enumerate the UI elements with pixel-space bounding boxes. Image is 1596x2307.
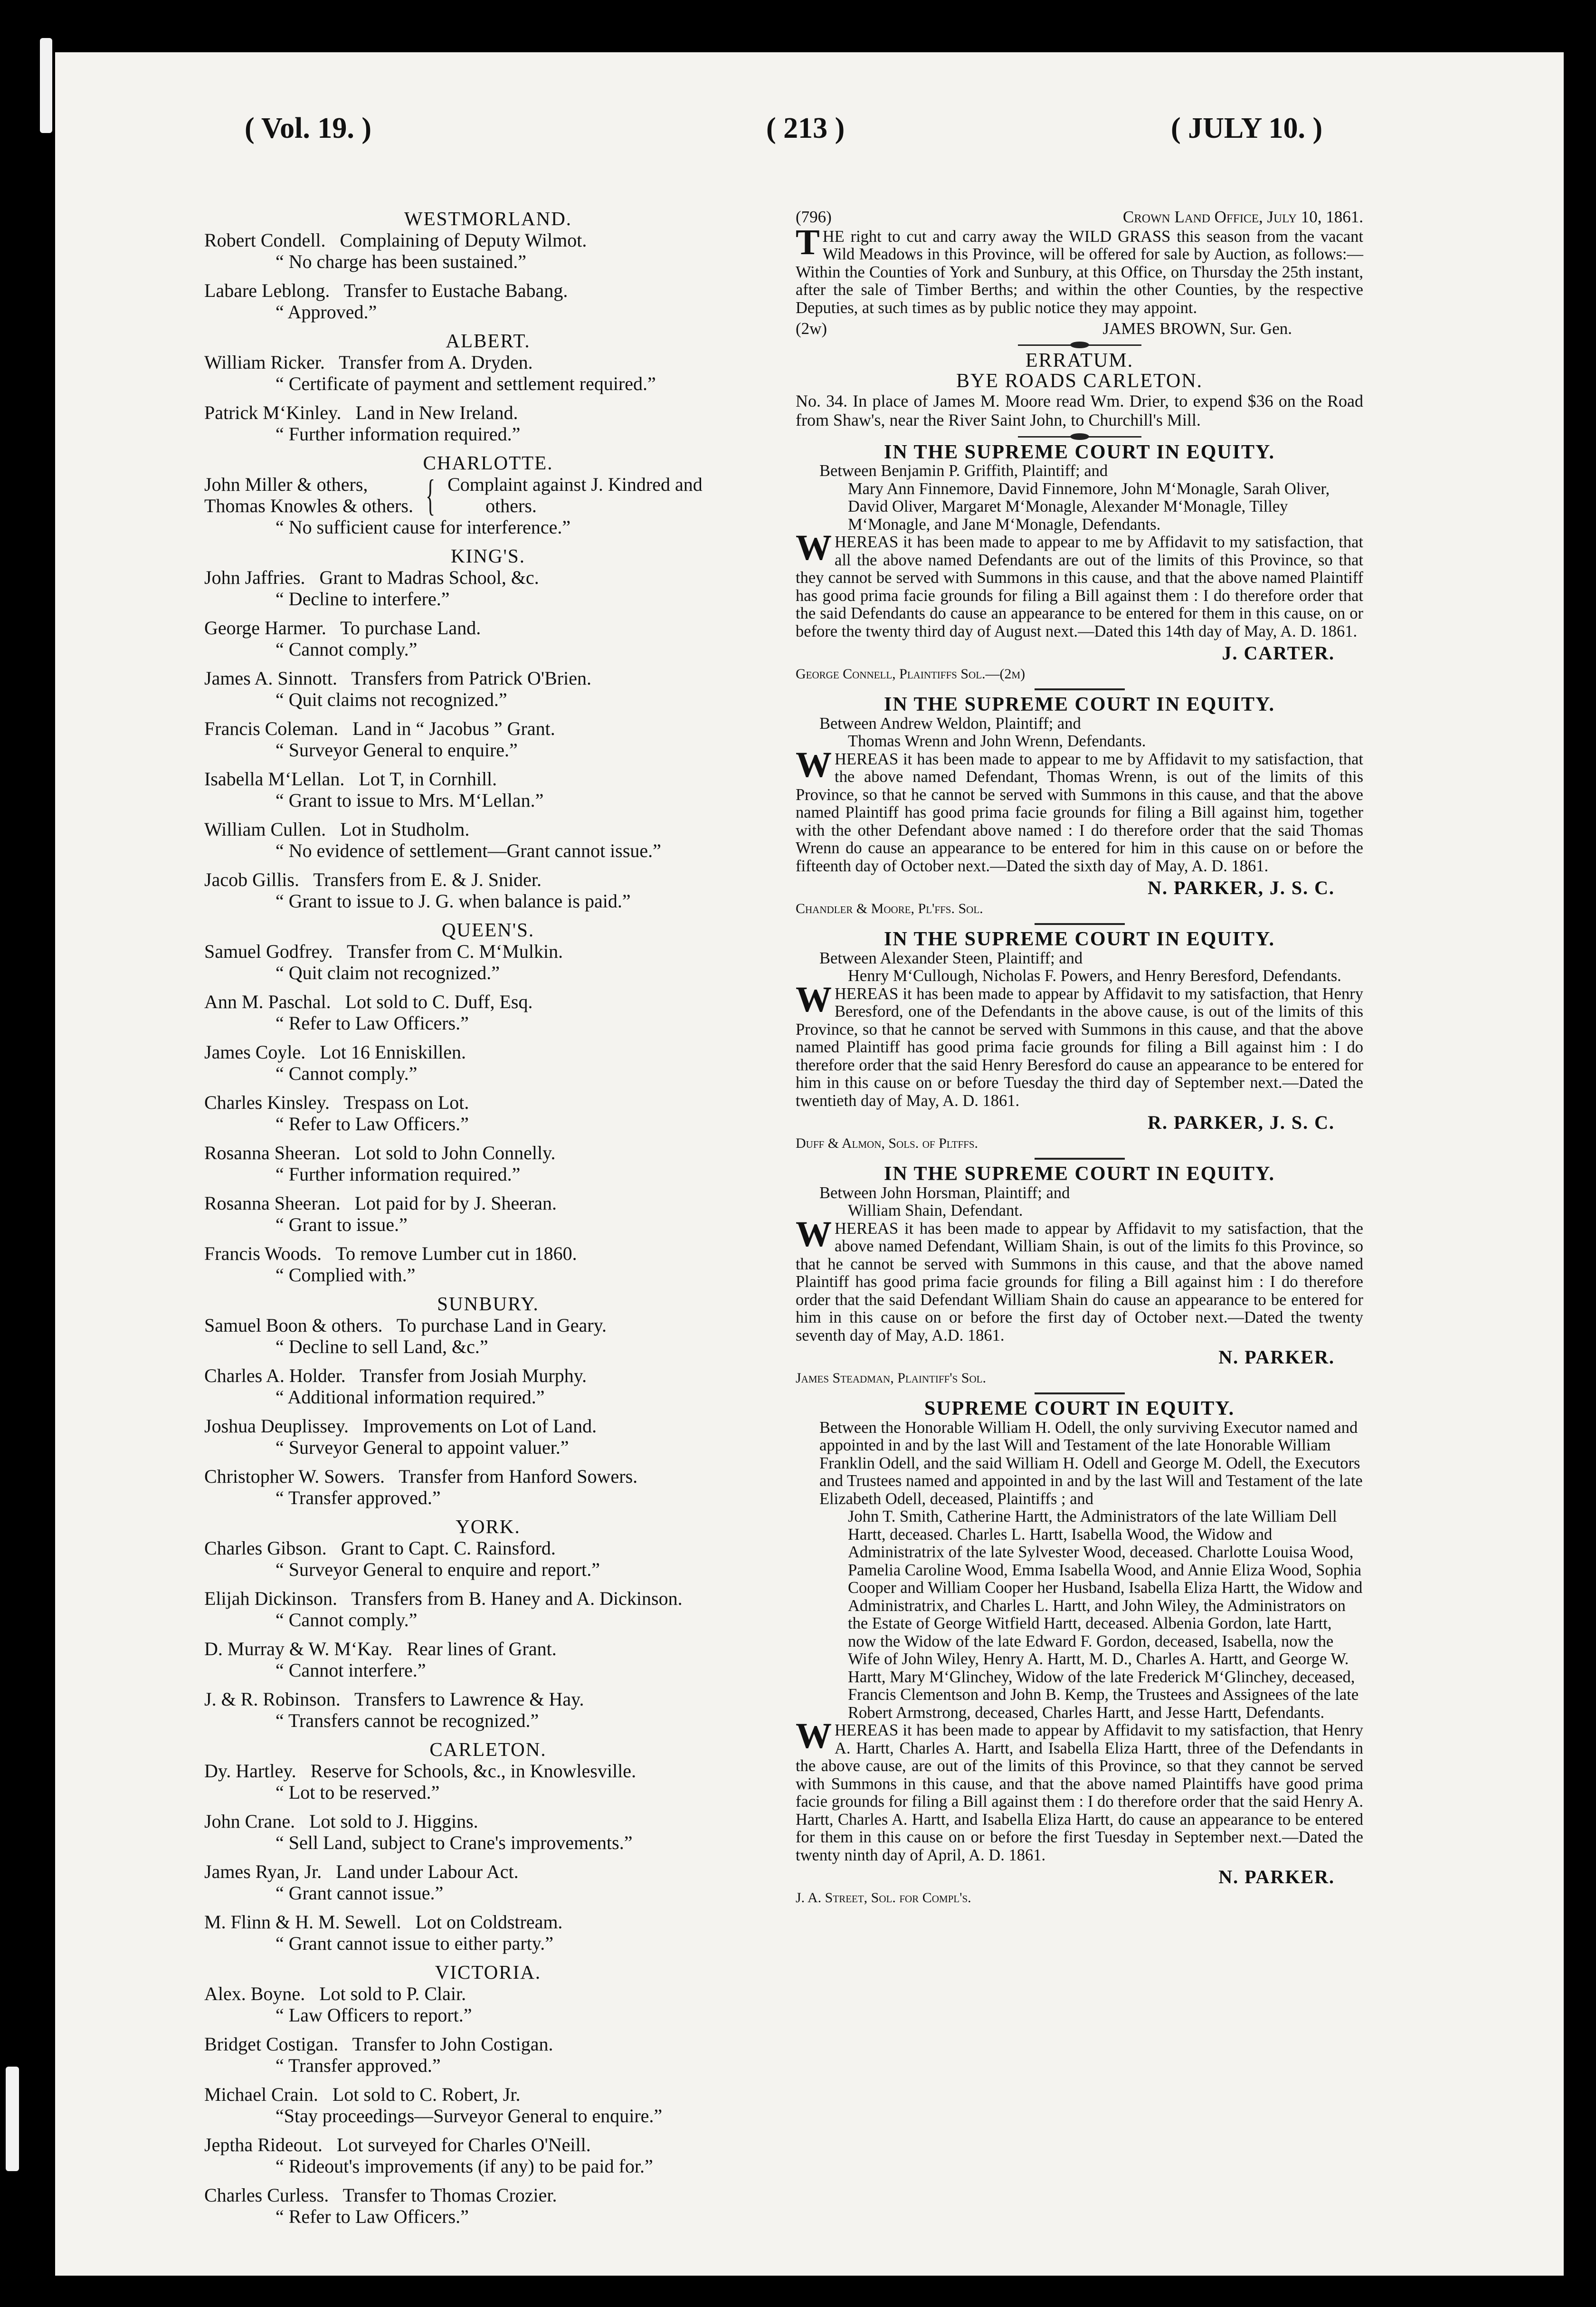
notice-parties — [819, 1419, 1363, 1722]
applicant-and-subject: William Cullen. Lot in Studholm. — [204, 819, 470, 840]
applicant-and-subject: Isabella M‘Lellan. Lot T, in Cornhill. — [204, 768, 497, 790]
solicitor-line: James Steadman, Plaintiff's Sol. — [796, 1370, 986, 1386]
decision-text: “ Surveyor General to appoint valuer.” — [276, 1437, 569, 1458]
notice-body: HEREAS it has been made to appear by Affidavit to my satisfaction, that Henry Beresford, one of the Defendants in the above cause, is out of the limits of this Province, so that he cannot be served with Summons in this cause, and that the above named Plaintiff has good prima facie grounds for filing a Bill against him : I do therefore order that the said Henry Beresford do cause an appearance to be entered for him in this cause on or before Tuesday the third day of September next.—Dated the twentieth day of May, A. D. 1861. — [796, 984, 1363, 1110]
applicant-and-subject: Dy. Hartley. Reserve for Schools, &c., in Knowlesville. — [204, 1760, 636, 1782]
brace-glyph: { — [426, 471, 435, 519]
notice-body-wrap — [796, 1716, 1363, 1864]
decision-entry — [204, 567, 772, 610]
decision-text: “ Surveyor General to enquire.” — [276, 739, 518, 761]
notice-number: (796) — [796, 208, 832, 226]
decision-text: “ Quit claims not recognized.” — [276, 689, 507, 710]
defendants-line: William Shain, Defendant. — [848, 1201, 1023, 1220]
plaintiff-line: Between Alexander Steen, Plaintiff; and — [819, 949, 1083, 967]
applicant-and-subject: Robert Condell. Complaining of Deputy Wilmot. — [204, 229, 587, 251]
decision-entry — [204, 1142, 772, 1185]
application-subject: Complaint against J. Kindred and — [447, 474, 703, 495]
decision-entry — [204, 1760, 772, 1803]
applicant-and-subject: Alex. Boyne. Lot sold to P. Clair. — [204, 1983, 466, 2004]
crown-land-notice — [796, 208, 1363, 338]
county-heading: SUNBURY. — [437, 1293, 539, 1315]
decision-entry — [204, 229, 772, 272]
notice-divider — [1035, 688, 1125, 690]
decision-text: “ Further information required.” — [276, 423, 521, 445]
defendants-line: Thomas Wrenn and John Wrenn, Defendants. — [848, 732, 1146, 750]
decision-entry — [204, 819, 772, 861]
notice-title: SUPREME COURT IN EQUITY. — [924, 1398, 1235, 1420]
separator-ornament — [1018, 342, 1141, 348]
decision-entry — [204, 1315, 772, 1357]
drop-cap: W — [796, 528, 832, 568]
page-number: ( 213 ) — [766, 112, 845, 144]
decision-text: “ Further information required.” — [276, 1163, 521, 1185]
applicant-and-subject: Michael Crain. Lot sold to C. Robert, Jr. — [204, 2084, 521, 2105]
notice-signature: N. PARKER. — [1218, 1346, 1335, 1368]
applicant-and-subject: J. & R. Robinson. Transfers to Lawrence & Hay. — [204, 1688, 584, 1710]
applicant-and-subject: Christopher W. Sowers. Transfer from Hanford Sowers. — [204, 1466, 638, 1487]
notice-parties — [819, 950, 1363, 985]
applicant-and-subject: James Ryan, Jr. Land under Labour Act. — [204, 1861, 519, 1882]
decision-entry — [204, 2184, 772, 2227]
notice-term: (2w) — [796, 319, 827, 338]
applicant-and-subject: Charles Kinsley. Trespass on Lot. — [204, 1092, 469, 1113]
equity-notice — [796, 441, 1363, 683]
solicitor-line: Chandler & Moore, Pl'ffs. Sol. — [796, 900, 983, 916]
applicant-and-subject: John Jaffries. Grant to Madras School, &c. — [204, 567, 539, 588]
defendants-line: John T. Smith, Catherine Hartt, the Administrators of the late William Dell Hartt, deceased. Charles L. Hartt, Isabella Wood, the Widow and Administratrix of the late Sylvester Wood, deceased. Charlotte Louisa Wood, Pamelia Caroline Wood, Emma Isabella Wood, and Annie Eliza Wood, Sophia Cooper and William Cooper her Husband, Isabella Eliza Hartt, the Widow and Administratrix, and Charles L. Hartt, and John Wiley, the Administrators on the Estate of George Witfield Hartt, deceased. Albenia Gordon, late Hartt, now the Widow of the late Edward F. Gordon, deceased, Isabella, now the Wife of John Wiley, Henry A. Hartt, M. D., Charles A. Hartt, and George W. Hartt, Mary M‘Glinchey, Widow of the late Frederick M‘Glinchey, deceased, Francis Clementson and John B. Kemp, the Trustees and Assignees of the late Robert Armstrong, deceased, Charles Hartt, and Jesse Hartt, Defendants. — [848, 1507, 1363, 1722]
decision-entry — [204, 1537, 772, 1580]
decision-text: “ Transfer approved.” — [276, 2055, 441, 2076]
decision-text: “ Surveyor General to enquire and report.” — [276, 1559, 600, 1580]
notice-signature: R. PARKER, J. S. C. — [1148, 1112, 1335, 1133]
defendants-line: Henry M‘Cullough, Nicholas F. Powers, and Henry Beresford, Defendants. — [848, 967, 1341, 985]
applicant-and-subject: Samuel Boon & others. To purchase Land in Geary. — [204, 1315, 607, 1336]
applicant-and-subject: James A. Sinnott. Transfers from Patrick O'Brien. — [204, 667, 591, 689]
decision-text: “ Cannot comply.” — [276, 1063, 418, 1084]
drop-cap: W — [796, 1716, 832, 1756]
plaintiff-line: Between John Horsman, Plaintiff; and — [819, 1183, 1070, 1202]
applicant-and-subject: Samuel Godfrey. Transfer from C. M‘Mulkin. — [204, 941, 563, 962]
applicant-name: John Miller & others, — [204, 474, 368, 495]
equity-notice — [796, 928, 1363, 1152]
separator-ornament — [1018, 433, 1141, 440]
decision-text: “ Cannot interfere.” — [276, 1659, 426, 1681]
decision-text: “ Lot to be reserved.” — [276, 1782, 440, 1803]
decision-entry — [204, 352, 772, 394]
drop-cap: T — [796, 222, 820, 262]
decision-entry — [204, 1811, 772, 1853]
applicant-and-subject: Francis Woods. To remove Lumber cut in 1860. — [204, 1243, 577, 1264]
county-heading: CARLETON. — [429, 1738, 547, 1760]
decision-entry — [204, 471, 772, 538]
decision-entry — [204, 1092, 772, 1134]
decision-entry — [204, 1688, 772, 1731]
scan-edge-mark-top — [40, 38, 52, 133]
decision-text: “ Refer to Law Officers.” — [276, 1113, 469, 1134]
notice-body-wrap — [796, 744, 1363, 876]
applicant-and-subject: William Ricker. Transfer from A. Dryden. — [204, 352, 533, 373]
decision-text: “ Decline to interfere.” — [276, 588, 450, 610]
notice-divider — [1035, 923, 1125, 925]
notice-signature: N. PARKER, J. S. C. — [1148, 877, 1335, 898]
applicant-and-subject: Charles Curless. Transfer to Thomas Crozier. — [204, 2184, 557, 2206]
drop-cap: W — [796, 1214, 832, 1254]
decision-entry — [204, 280, 772, 323]
decision-entry — [204, 1192, 772, 1235]
notice-body: HEREAS it has been made to appear by Affidavit to my satisfaction, that Henry A. Hartt, Charles A. Hartt, and Isabella Eliza Hartt, three of the Defendants in the above cause, are out of the limits of this Province, so that they cannot be served with Summons in this cause, and that the above named Plaintiffs have good prima facie grounds for filing a Bill against them : I do therefore order that the said Henry A. Hartt, Charles A. Hartt, and Isabella Eliza Hartt, do cause an appearance to be entered for them in this cause on or before the first Tuesday in September next.—Dated the twenty ninth day of April, A. D. 1861. — [796, 1721, 1363, 1864]
decision-text: “Stay proceedings—Surveyor General to enquire.” — [276, 2105, 663, 2126]
county-heading: VICTORIA. — [435, 1961, 542, 1983]
decision-text: “ Cannot comply.” — [276, 1609, 418, 1630]
decision-entry — [204, 1243, 772, 1286]
decision-text: “ Law Officers to report.” — [276, 2004, 472, 2026]
county-heading: QUEEN'S. — [441, 919, 535, 941]
decision-text: “ Additional information required.” — [276, 1386, 545, 1408]
decision-entry — [204, 1861, 772, 1904]
notice-text: HE right to cut and carry away the WILD GRASS this season from the vacant Wild Meadows in this Province, will be offered for sale by Auction, as follows:— Within the Counties of York and Sunbury, at this Office, on Thursday the 25th instant, after the sale of Timber Berths; and within the other Counties, by the respective Deputies, at such times as by public notice they may appoint. — [796, 227, 1363, 317]
notice-signature: JAMES BROWN, Sur. Gen. — [1102, 319, 1292, 338]
equity-notice — [796, 1165, 1363, 1387]
applicant-and-subject: Joshua Deuplissey. Improvements on Lot of Land. — [204, 1415, 597, 1437]
decision-entry — [204, 1365, 772, 1408]
decision-text: “ Quit claim not recognized.” — [276, 962, 500, 983]
notice-title: IN THE SUPREME COURT IN EQUITY. — [884, 1163, 1275, 1185]
applicant-and-subject: George Harmer. To purchase Land. — [204, 617, 481, 639]
decision-entry — [204, 1466, 772, 1508]
erratum-title: ERRATUM. — [1025, 349, 1134, 372]
decision-text: “ Cannot comply.” — [276, 639, 418, 660]
decision-entry — [204, 941, 772, 983]
decision-entry — [204, 1415, 772, 1458]
decision-text: “ Rideout's improvements (if any) to be paid for.” — [276, 2155, 653, 2177]
notice-parties — [819, 1184, 1363, 1220]
decision-text: “ Transfer approved.” — [276, 1487, 441, 1508]
decision-text: “ No charge has been sustained.” — [276, 251, 526, 272]
applicant-and-subject: Labare Leblong. Transfer to Eustache Babang. — [204, 280, 568, 301]
decision-text: “ No sufficient cause for interference.” — [276, 516, 571, 538]
county-heading: YORK. — [456, 1516, 521, 1537]
decision-text: “ Grant cannot issue.” — [276, 1882, 444, 1904]
decision-entry — [204, 617, 772, 660]
decision-entry — [204, 1983, 772, 2026]
applicant-and-subject: Rosanna Sheeran. Lot paid for by J. Sheeran. — [204, 1192, 557, 1214]
page-header — [188, 112, 1337, 150]
applicant-and-subject: Charles A. Holder. Transfer from Josiah Murphy. — [204, 1365, 587, 1386]
decision-entry — [204, 402, 772, 445]
decision-text: “ Grant to issue.” — [276, 1214, 408, 1235]
solicitor-line: Duff & Almon, Sols. of Pltffs. — [796, 1135, 978, 1151]
decision-entry — [204, 869, 772, 912]
applicant-and-subject: Jacob Gillis. Transfers from E. & J. Snider. — [204, 869, 542, 890]
decision-entry — [204, 991, 772, 1034]
applicant-and-subject: John Crane. Lot sold to J. Higgins. — [204, 1811, 478, 1832]
applicant-and-subject: Charles Gibson. Grant to Capt. C. Rainsford. — [204, 1537, 556, 1559]
decision-text: “ Grant to issue to J. G. when balance is paid.” — [276, 890, 631, 912]
notice-divider — [1035, 1392, 1125, 1394]
decision-text: “ Transfers cannot be recognized.” — [276, 1710, 539, 1731]
decision-text: “ Refer to Law Officers.” — [276, 2206, 469, 2227]
notice-body: HEREAS it has been made to appear to me by Affidavit to my satisfaction, that the above named Defendant, Thomas Wrenn, is out of the limits of this Province, so that he cannot be served with Summons in this cause, and that the above named Plaintiff has good prima facie grounds for filing a Bill against him, together with the other Defendant above named : I do therefore order that the said Thomas Wrenn do cause an appearance to be entered for him in this cause on or before the fifteenth day of October next.—Dated the sixth day of May, A. D. 1861. — [796, 750, 1363, 875]
volume-label: ( Vol. 19. ) — [245, 112, 371, 144]
notice-office: Crown Land Office, July 10, 1861. — [1122, 208, 1363, 226]
decision-text: “ Complied with.” — [276, 1264, 416, 1286]
applicant-and-subject: Ann M. Paschal. Lot sold to C. Duff, Esq. — [204, 991, 533, 1012]
plaintiff-line: Between Andrew Weldon, Plaintiff; and — [819, 714, 1081, 733]
notice-title: IN THE SUPREME COURT IN EQUITY. — [884, 694, 1275, 715]
defendants-line: Mary Ann Finnemore, David Finnemore, John M‘Monagle, Sarah Oliver, David Oliver, Margaret M‘Monagle, Alexander M‘Monagle, Tilley M‘Monagle, and Jane M‘Monagle, Defendants. — [848, 479, 1330, 534]
equity-notice — [796, 1400, 1363, 1907]
notice-body: HEREAS it has been made to appear to me by Affidavit to my satisfaction, that all the above named Defendants are out of the limits of this Province, so that they cannot be served with Summons in this cause, and that the above named Plaintiff has good prima facie grounds for filing a Bill against them : I do therefore order that the said Defendants do cause an appearance to be entered for them in this cause, on or before the twenty third day of August next.—Dated this 14th day of May, A. D. 1861. — [796, 533, 1363, 640]
plaintiff-line: Between the Honorable William H. Odell, the only surviving Executor named and appointed in and by the last Will and Testament of the late Honorable William Franklin Odell, and the said William H. Odell and George M. Odell, the Executors and Trustees named and appointed in and by the last Will and Testament of the late Elizabeth Odell, deceased, Plaintiffs ; and — [819, 1418, 1363, 1508]
plaintiff-line: Between Benjamin P. Griffith, Plaintiff; and — [819, 462, 1108, 480]
decision-entry — [204, 1588, 772, 1630]
applicant-and-subject: Francis Coleman. Land in “ Jacobus ” Grant. — [204, 718, 555, 739]
erratum — [796, 349, 1363, 429]
notice-body-wrap — [796, 979, 1363, 1110]
application-subject: others. — [485, 495, 537, 516]
decision-entry — [204, 1041, 772, 1084]
notice-signature: J. CARTER. — [1222, 642, 1335, 664]
notice-title: IN THE SUPREME COURT IN EQUITY. — [884, 441, 1275, 463]
decision-entry — [204, 768, 772, 811]
scan-edge-mark-bottom — [6, 2067, 19, 2171]
drop-cap: W — [796, 979, 832, 1020]
equity-notices — [796, 441, 1363, 1907]
notice-parties — [819, 462, 1363, 534]
decision-entry — [204, 2134, 772, 2177]
applicant-and-subject: D. Murray & W. M‘Kay. Rear lines of Grant. — [204, 1638, 557, 1659]
applicant-name: Thomas Knowles & others. — [204, 495, 413, 516]
decision-text: “ Decline to sell Land, &c.” — [276, 1336, 488, 1357]
notice-body-wrap — [796, 1214, 1363, 1345]
applicant-and-subject: Bridget Costigan. Transfer to John Costigan. — [204, 2033, 553, 2055]
notice-divider — [1035, 1158, 1125, 1160]
applicant-and-subject: Elijah Dickinson. Transfers from B. Haney and A. Dickinson. — [204, 1588, 683, 1609]
solicitor-line: George Connell, Plaintiffs Sol.—(2m) — [796, 666, 1026, 682]
notice-signature: N. PARKER. — [1218, 1866, 1335, 1888]
drop-cap: W — [796, 744, 832, 785]
county-heading: WESTMORLAND. — [404, 208, 572, 229]
erratum-text: No. 34. In place of James M. Moore read Wm. Drier, to expend $36 on the Road from Shaw's, near the River Saint John, to Churchill's Mill. — [796, 391, 1363, 429]
notice-parties — [819, 715, 1363, 751]
decision-entry — [204, 1911, 772, 1954]
applicant-and-subject: M. Flinn & H. M. Sewell. Lot on Coldstream. — [204, 1911, 563, 1933]
county-heading: CHARLOTTE. — [423, 452, 553, 474]
issue-date: ( JULY 10. ) — [1171, 112, 1323, 144]
decision-text: “ Refer to Law Officers.” — [276, 1012, 469, 1034]
decision-entry — [204, 2033, 772, 2076]
solicitor-line: J. A. Street, Sol. for Compl's. — [796, 1889, 971, 1906]
decision-entry — [204, 667, 772, 710]
erratum-subtitle: BYE ROADS CARLETON. — [956, 370, 1203, 392]
notice-body-wrap — [796, 528, 1363, 640]
applicant-and-subject: James Coyle. Lot 16 Enniskillen. — [204, 1041, 466, 1063]
county-heading: ALBERT. — [446, 330, 531, 352]
applicant-and-subject: Rosanna Sheeran. Lot sold to John Connelly. — [204, 1142, 556, 1163]
applicant-and-subject: Patrick M‘Kinley. Land in New Ireland. — [204, 402, 518, 423]
county-heading: KING'S. — [451, 545, 525, 567]
decision-text: “ Grant to issue to Mrs. M‘Lellan.” — [276, 790, 544, 811]
decision-text: “ Certificate of payment and settlement required.” — [276, 373, 656, 394]
decision-text: “ No evidence of settlement—Grant cannot issue.” — [276, 840, 661, 861]
decision-text: “ Sell Land, subject to Crane's improvements.” — [276, 1832, 633, 1853]
equity-notice — [796, 696, 1363, 917]
decision-entry — [204, 2084, 772, 2126]
decision-text: “ Approved.” — [276, 301, 377, 323]
decision-text: “ Grant cannot issue to either party.” — [276, 1933, 553, 1954]
notice-body: HEREAS it has been made to appear by Affidavit to my satisfaction, that the above named Defendant, William Shain, is out of the limits fo this Province, so that he cannot be served with Summons in this cause, and that the above named Plaintiff has good prima facie grounds for filing a Bill against him : I do therefore order that the said Defendant William Shain do cause an appearance to be entered for him in this cause on or before the first day of October next.—Dated the twenty seventh day of May, A.D. 1861. — [796, 1219, 1363, 1344]
notice-title: IN THE SUPREME COURT IN EQUITY. — [884, 928, 1275, 950]
right-column-notices — [796, 208, 1363, 2108]
left-column-decisions — [204, 208, 772, 2227]
decision-entry — [204, 1638, 772, 1681]
applicant-and-subject: Jeptha Rideout. Lot surveyed for Charles O'Neill. — [204, 2134, 591, 2155]
decision-entry — [204, 718, 772, 761]
